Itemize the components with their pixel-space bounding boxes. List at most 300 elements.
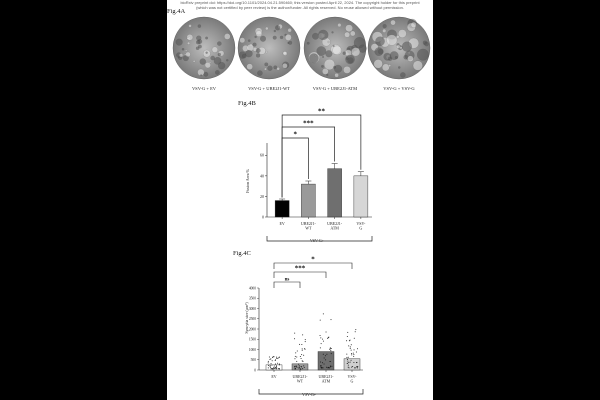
fig4c-sig-bracket <box>274 263 352 269</box>
fig4c-xtick-label: VSV-G <box>347 374 357 384</box>
fig4c-point <box>328 337 329 338</box>
fig4c-point <box>271 365 272 366</box>
cell-blob <box>280 36 283 39</box>
header-line-2: (which was not certified by peer review) is the author/funder. All rights reserved. No reuse allowed without permission. <box>196 5 404 10</box>
fig4c-point <box>353 356 354 357</box>
fig4c-point <box>350 346 351 347</box>
cell-blob <box>193 60 195 62</box>
cell-blob <box>224 33 230 39</box>
cell-blob <box>382 64 389 71</box>
fig4c-point <box>276 367 277 368</box>
fig4c-point <box>302 368 303 369</box>
fig4c-ylabel: Syncytia size (μm²) <box>244 302 249 334</box>
fig4c-point <box>320 320 321 321</box>
fig4c-point <box>357 367 358 368</box>
cell-blob <box>196 40 200 44</box>
fig4c-point <box>301 358 302 359</box>
cell-blob <box>182 48 184 50</box>
cell-blob <box>325 50 332 57</box>
fig4c-point <box>273 368 274 369</box>
fig4c-point <box>328 367 329 368</box>
fig4c-point <box>272 360 273 361</box>
fig4c-point <box>353 354 354 355</box>
fig4c-point <box>357 348 358 349</box>
cell-blob <box>198 24 201 27</box>
fig4c-point <box>276 358 277 359</box>
cell-blob <box>386 35 397 46</box>
cell-blob <box>333 46 342 55</box>
fig4c-sig-label: *** <box>294 264 306 273</box>
cell-blob <box>218 53 221 56</box>
fig4c-point <box>276 365 277 366</box>
fig4c-point <box>348 345 349 346</box>
fig4c-point <box>279 368 280 369</box>
fig4c-point <box>302 350 303 351</box>
cell-blob <box>242 54 246 58</box>
fig4c-point <box>304 348 305 349</box>
fig4c-point <box>350 348 351 349</box>
fig4c-point <box>277 358 278 359</box>
fig4c-ytick-label: 3500 <box>248 296 256 301</box>
fig4c-point <box>296 356 297 357</box>
fig4b-sig-label: *** <box>303 119 314 128</box>
cell-blob <box>283 51 287 55</box>
fig4c-point <box>275 360 276 361</box>
fig4c-point <box>355 367 356 368</box>
fig4c-point <box>270 366 271 367</box>
cell-blob <box>274 30 276 32</box>
fig4c-point <box>330 350 331 351</box>
cell-blob <box>185 50 187 52</box>
cell-blob <box>307 42 309 44</box>
fig4c-group-label: VSV-G+ <box>301 392 317 397</box>
micrograph-2 <box>238 17 300 79</box>
fig4c-point <box>326 354 327 355</box>
fig4c-point <box>296 361 297 362</box>
fig4c-point <box>351 344 352 345</box>
fig4a-micrographs <box>167 10 433 110</box>
fig4c-point <box>270 367 271 368</box>
fig4c-point <box>268 362 269 363</box>
fig4c-point <box>347 363 348 364</box>
fig4c-point <box>273 368 274 369</box>
fig4c-point <box>348 365 349 366</box>
cell-blob <box>417 49 429 61</box>
cell-blob <box>257 70 262 75</box>
cell-blob <box>245 50 252 57</box>
fig4c-point <box>321 367 322 368</box>
cell-blob <box>187 42 190 45</box>
fig4c-point <box>269 357 270 358</box>
fig4c-point <box>322 367 323 368</box>
fig4c-point <box>295 352 296 353</box>
fig4b-bar-1 <box>275 201 289 217</box>
cell-blob <box>266 51 268 53</box>
cell-blob <box>247 64 253 70</box>
fig4c-point <box>320 337 321 338</box>
fig4c-point <box>298 364 299 365</box>
fig4c-point <box>303 355 304 356</box>
cell-blob <box>226 59 228 61</box>
fig4c-point <box>330 366 331 367</box>
fig4c-point <box>330 347 331 348</box>
cell-blob <box>196 47 199 50</box>
fig4c-point <box>273 367 274 368</box>
fig4c-point <box>331 366 332 367</box>
fig4c-point <box>274 365 275 366</box>
fig4c-point <box>323 341 324 342</box>
fig4c-point <box>347 336 348 337</box>
fig4a-panel-label-4: VSV-G + VSV-G <box>383 86 415 91</box>
fig4c-ytick-label: 2000 <box>248 327 256 332</box>
fig4c-point <box>346 354 347 355</box>
fig4c-point <box>347 332 348 333</box>
fig4c-xtick-label: UBE2J1-WT <box>292 374 308 384</box>
fig4c-point <box>299 344 300 345</box>
fig4a-label: Fig.4A <box>167 8 186 15</box>
cell-blob <box>217 41 221 45</box>
cell-blob <box>309 54 318 63</box>
cell-blob <box>256 53 260 57</box>
fig4c-point <box>277 363 278 364</box>
fig4c-point <box>297 351 298 352</box>
cell-blob <box>187 37 189 39</box>
fig4c-point <box>299 365 300 366</box>
fig4c-point <box>351 354 352 355</box>
fig4b-label: Fig.4B <box>238 100 256 107</box>
fig4c-point <box>330 366 331 367</box>
cell-blob <box>288 28 292 32</box>
cell-blob <box>375 37 384 46</box>
fig4c-sig-bracket <box>274 272 326 278</box>
cell-blob <box>256 31 262 37</box>
fig4c-point <box>354 349 355 350</box>
fig4c-point <box>268 365 269 366</box>
fig4c-point <box>276 368 277 369</box>
micrograph-4 <box>368 17 430 79</box>
cell-blob <box>275 25 280 30</box>
fig4c-point <box>299 367 300 368</box>
fig4c-point <box>279 357 280 358</box>
cell-blob <box>333 45 335 47</box>
cell-blob <box>186 52 191 57</box>
fig4c-point <box>347 359 348 360</box>
cell-blob <box>218 62 225 69</box>
cell-blob <box>338 23 342 27</box>
fig4c-point <box>325 355 326 356</box>
fig4c-ytick-label: 4000 <box>248 286 256 291</box>
fig4c-point <box>323 354 324 355</box>
fig4c-xtick-label: UBE2J1-ATM <box>318 374 334 384</box>
fig4c-point <box>331 353 332 354</box>
preprint-header <box>167 0 433 10</box>
cell-blob <box>253 43 257 47</box>
fig4c-point <box>276 366 277 367</box>
cell-blob <box>334 65 342 73</box>
fig4c-point <box>275 368 276 369</box>
cell-blob <box>189 24 192 27</box>
fig4c-point <box>271 368 272 369</box>
cell-blob <box>317 46 326 55</box>
cell-blob <box>326 74 328 76</box>
fig4c-point <box>349 367 350 368</box>
fig4c-point <box>294 366 295 367</box>
cell-blob <box>351 48 360 57</box>
fig4c-chart <box>167 255 433 398</box>
cell-blob <box>388 64 390 66</box>
fig4c-point <box>295 368 296 369</box>
fig4c-label: Fig.4C <box>233 250 251 257</box>
cell-blob <box>267 66 272 71</box>
cell-blob <box>396 35 399 38</box>
cell-blob <box>264 68 266 70</box>
fig4b-sig-bracket <box>282 115 361 198</box>
fig4b-ytick-label: 20 <box>260 193 264 199</box>
micrograph-disc <box>173 17 235 79</box>
fig4c-point <box>268 367 269 368</box>
cell-blob <box>345 55 354 64</box>
fig4c-point <box>348 367 349 368</box>
cell-blob <box>215 70 219 74</box>
fig4c-point <box>324 358 325 359</box>
cell-blob <box>324 59 335 70</box>
fig4c-point <box>302 334 303 335</box>
cell-blob <box>288 41 292 45</box>
cell-blob <box>345 25 352 32</box>
fig4c-ytick-label: 1500 <box>248 337 256 342</box>
fig4c-point <box>351 350 352 351</box>
cell-blob <box>396 45 400 49</box>
fig4c-point <box>349 340 350 341</box>
cell-blob <box>402 42 412 52</box>
cell-blob <box>383 24 387 28</box>
cell-blob <box>196 36 201 41</box>
fig4b-bar-2 <box>301 184 315 217</box>
cell-blob <box>350 31 355 36</box>
fig4b-xtick-label: UBE2J1-ATM <box>327 221 343 231</box>
fig4c-ytick-label: 2500 <box>248 317 256 322</box>
micrograph-3 <box>304 17 367 79</box>
fig4c-point <box>298 368 299 369</box>
cell-blob <box>395 56 398 59</box>
fig4a-panel-label-1: VSV-G + EV <box>191 86 217 91</box>
fig4b-ytick-label: 0 <box>262 214 264 220</box>
header-line-1: bioRxiv preprint doi: https://doi.org/10.1101/2024.04.21.590460; this version posted April 22, 2024. The copyright holder for this preprint <box>180 0 420 5</box>
fig4c-point <box>305 341 306 342</box>
fig4c-point <box>351 353 352 354</box>
fig4c-point <box>273 356 274 357</box>
fig4b-xtick-label: VSV-G <box>356 221 366 231</box>
fig4b-group-label: VSV-G+ <box>309 238 325 243</box>
cell-blob <box>398 29 406 37</box>
fig4b-ytick-label: 60 <box>260 152 264 158</box>
fig4c-point <box>275 363 276 364</box>
fig4c-point <box>301 344 302 345</box>
cell-blob <box>255 36 257 38</box>
fig4c-point <box>279 364 280 365</box>
fig4c-point <box>329 349 330 350</box>
cell-blob <box>205 37 208 40</box>
fig4c-point <box>357 366 358 367</box>
fig4c-point <box>305 339 306 340</box>
fig4c-point <box>296 366 297 367</box>
cell-blob <box>321 65 324 68</box>
cell-blob <box>212 47 218 53</box>
fig4c-point <box>347 361 348 362</box>
cell-blob <box>322 56 324 58</box>
fig4c-point <box>268 361 269 362</box>
micrograph-1 <box>173 17 235 79</box>
fig4c-point <box>294 358 295 359</box>
cell-blob <box>209 61 211 63</box>
fig4c-point <box>355 331 356 332</box>
fig4c-point <box>300 356 301 357</box>
fig4c-point <box>325 359 326 360</box>
cell-blob <box>332 31 334 33</box>
fig4c-point <box>346 340 347 341</box>
fig4c-point <box>356 351 357 352</box>
fig4c-point <box>353 353 354 354</box>
fig4c-point <box>322 362 323 363</box>
fig4c-point <box>330 361 331 362</box>
cell-blob <box>273 36 277 40</box>
fig4c-ytick-label: 0 <box>254 368 256 373</box>
fig4c-point <box>275 367 276 368</box>
cell-blob <box>247 44 254 51</box>
fig4c-point <box>352 366 353 367</box>
fig4c-xtick-label: EV <box>271 374 277 379</box>
cell-blob <box>424 42 428 46</box>
fig4b-chart <box>167 105 433 243</box>
fig4c-point <box>301 354 302 355</box>
fig4c-point <box>295 356 296 357</box>
fig4c-point <box>331 348 332 349</box>
fig4c-point <box>356 362 357 363</box>
fig4a-panel-label-2: VSV-G + UBE2J1-WT <box>248 86 290 91</box>
fig4b-bar-4 <box>354 176 368 217</box>
fig4a-panel-label-3: VSV-G + UBE2J1-ATM <box>312 86 358 91</box>
cell-blob <box>256 48 260 52</box>
fig4b-xtick-label: UBE2J1-WT <box>300 221 316 231</box>
fig4c-point <box>348 362 349 363</box>
cell-blob <box>343 66 350 73</box>
fig4b-sig-label: ** <box>318 107 325 116</box>
cell-blob <box>265 63 269 67</box>
fig4c-point <box>301 366 302 367</box>
cell-blob <box>375 47 383 55</box>
cell-blob <box>382 29 386 33</box>
fig4c-point <box>321 343 322 344</box>
fig4c-point <box>294 333 295 334</box>
cell-blob <box>211 56 215 60</box>
cell-blob <box>285 34 291 40</box>
cell-blob <box>411 22 417 28</box>
cell-blob <box>282 63 287 68</box>
fig4c-point <box>304 367 305 368</box>
fig4c-point <box>353 362 354 363</box>
fig4c-point <box>331 319 332 320</box>
cell-blob <box>344 32 349 37</box>
cell-blob <box>179 53 183 57</box>
fig4c-point <box>354 367 355 368</box>
fig4c-ytick-label: 500 <box>250 358 256 363</box>
fig4c-point <box>326 331 327 332</box>
cell-blob <box>312 33 319 40</box>
fig4c-sig-label: ns <box>284 277 290 283</box>
fig4c-point <box>270 358 271 359</box>
fig4c-point <box>294 338 295 339</box>
fig4c-point <box>348 357 349 358</box>
fig4c-point <box>296 367 297 368</box>
fig4c-point <box>270 365 271 366</box>
document-page <box>167 0 433 400</box>
cell-blob <box>335 73 339 77</box>
cell-blob <box>200 74 202 76</box>
cell-blob <box>390 20 395 25</box>
fig4c-point <box>355 329 356 330</box>
fig4c-sig-bracket <box>274 282 300 288</box>
cell-blob <box>204 72 208 76</box>
fig4c-point <box>322 339 323 340</box>
cell-blob <box>176 39 183 46</box>
fig4c-point <box>302 348 303 349</box>
fig4c-point <box>303 365 304 366</box>
fig4c-point <box>320 347 321 348</box>
fig4c-point <box>302 360 303 361</box>
fig4b-bar-3 <box>328 169 342 217</box>
fig4c-point <box>320 361 321 362</box>
cell-blob <box>374 59 383 68</box>
fig4c-sig-label: * <box>311 255 315 264</box>
fig4c-ytick-label: 1000 <box>248 347 256 352</box>
cell-blob <box>265 27 268 30</box>
fig4c-point <box>351 360 352 361</box>
fig4b-ytick-label: 40 <box>260 173 264 179</box>
cell-blob <box>200 59 206 65</box>
cell-blob <box>343 52 346 55</box>
fig4c-point <box>300 368 301 369</box>
fig4c-point <box>354 338 355 339</box>
cell-blob <box>318 30 328 40</box>
fig4c-point <box>346 357 347 358</box>
fig4b-sig-label: * <box>293 130 297 139</box>
fig4c-bar-3 <box>318 352 334 370</box>
fig4c-point <box>324 364 325 365</box>
fig4b-xtick-label: EV <box>279 221 285 226</box>
fig4b-ylabel: Fusion Area % <box>245 169 250 193</box>
cell-blob <box>206 52 208 54</box>
fig4c-point <box>276 357 277 358</box>
fig4c-ytick-label: 3000 <box>248 306 256 311</box>
cell-blob <box>384 53 392 61</box>
fig4c-point <box>269 359 270 360</box>
fig4c-point <box>321 365 322 366</box>
cell-blob <box>407 56 413 62</box>
cell-blob <box>413 61 423 71</box>
fig4c-point <box>326 367 327 368</box>
cell-blob <box>277 67 280 70</box>
cell-blob <box>240 38 245 43</box>
cell-blob <box>333 66 336 69</box>
cell-blob <box>274 66 277 69</box>
fig4c-point <box>323 313 324 314</box>
cell-blob <box>398 66 400 68</box>
fig4c-point <box>351 367 352 368</box>
cell-blob <box>260 36 266 42</box>
fig4c-point <box>350 362 351 363</box>
fig4c-point <box>320 335 321 336</box>
fig4c-point <box>271 363 272 364</box>
